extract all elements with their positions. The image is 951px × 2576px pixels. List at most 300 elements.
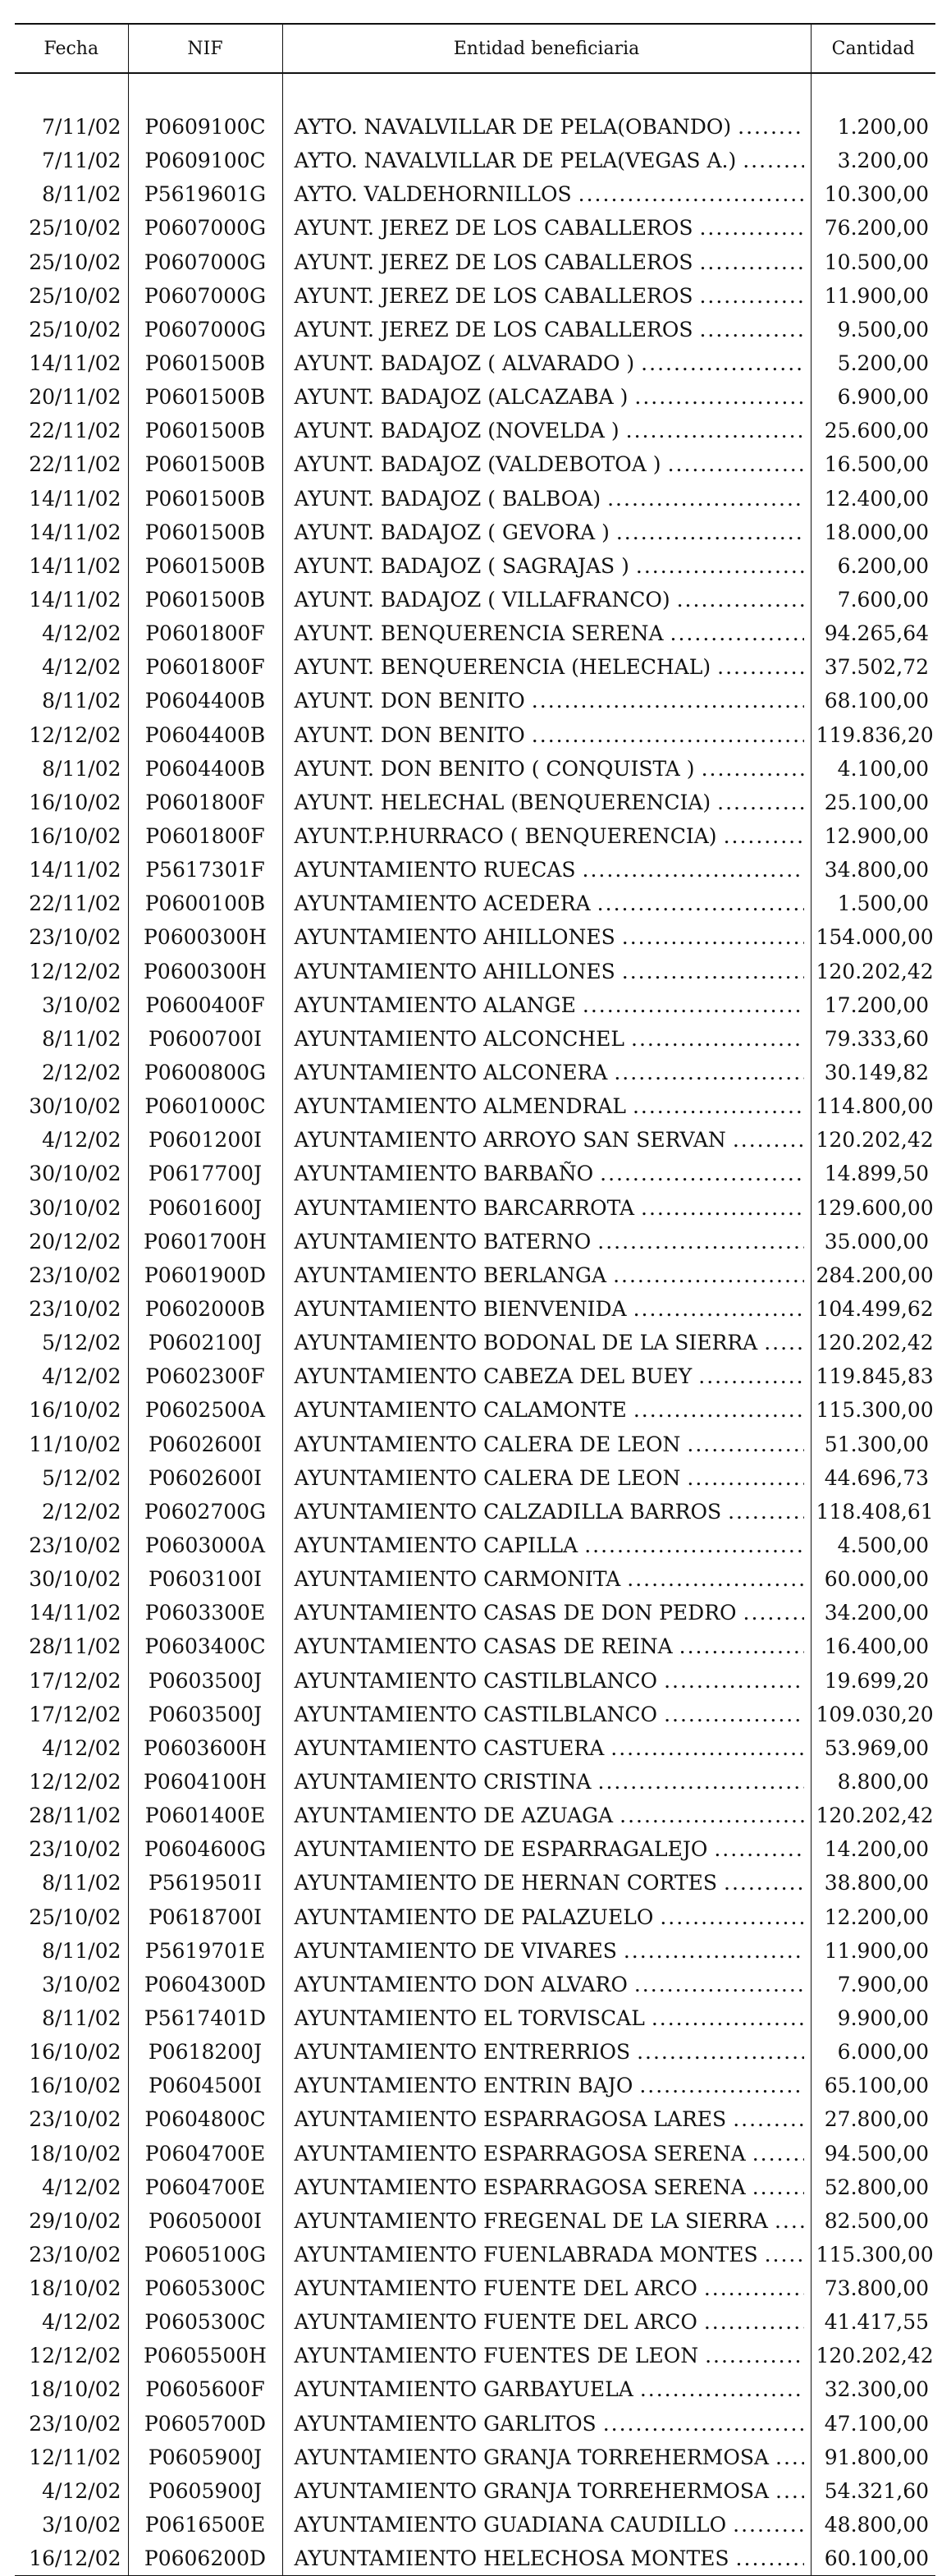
cell-nif: P0605700D	[128, 2407, 282, 2441]
entidad-name: AYUNTAMIENTO BIENVENIDA	[294, 1296, 627, 1321]
cell-entidad	[282, 1461, 811, 1495]
cell-entidad	[282, 955, 811, 988]
cell-nif: P0601200I	[128, 1123, 282, 1157]
cell-cantidad: 19.699,20	[811, 1663, 935, 1697]
cell-nif: P0601500B	[128, 549, 282, 583]
cell-entidad	[282, 110, 811, 144]
cell-nif: P0601500B	[128, 346, 282, 380]
cell-cantidad: 94.500,00	[811, 2136, 935, 2170]
cell-fecha: 7/11/02	[42, 115, 121, 140]
dot-leader	[614, 1061, 803, 1084]
cell-cantidad: 114.800,00	[811, 1089, 935, 1123]
dot-leader	[583, 858, 804, 882]
cell-nif: P0605600F	[128, 2372, 282, 2406]
cell-nif: P0604300D	[128, 1968, 282, 2001]
table-row	[15, 211, 935, 245]
cell-cantidad: 104.499,62	[811, 1292, 935, 1326]
cell-nif: P0603600H	[128, 1731, 282, 1765]
cell-nif: P0604500I	[128, 2069, 282, 2102]
cell-cantidad: 4.100,00	[811, 752, 935, 786]
table-row	[15, 2001, 935, 2035]
table-row	[15, 1968, 935, 2001]
entidad-name: AYUNTAMIENTO CASTUERA	[294, 1735, 605, 1760]
entidad-name: AYTO. VALDEHORNILLOS	[294, 182, 572, 207]
entidad-name: AYUNTAMIENTO ARROYO SAN SERVAN	[294, 1128, 726, 1153]
cell-cantidad: 6.200,00	[811, 549, 935, 583]
entidad-name: AYUNTAMIENTO FUENTE DEL ARCO	[294, 2276, 697, 2301]
cell-entidad	[282, 920, 811, 954]
cell-nif: P0601700H	[128, 1225, 282, 1258]
cell-entidad	[282, 2542, 811, 2576]
cell-nif: P0605300C	[128, 2271, 282, 2305]
table-body	[15, 73, 935, 2576]
entidad-name: AYUNTAMIENTO CABEZA DEL BUEY	[294, 1364, 693, 1389]
dot-leader	[641, 351, 803, 375]
cell-fecha: 16/10/02	[29, 2074, 121, 2098]
entidad-name: AYUNT. HELECHAL (BENQUERENCIA)	[294, 790, 711, 814]
table-row	[15, 2271, 935, 2305]
entidad-name: AYUNTAMIENTO CARMONITA	[294, 1567, 621, 1592]
table-row	[15, 1934, 935, 1968]
dot-leader	[670, 621, 804, 645]
dot-leader	[687, 1432, 803, 1456]
cell-nif: P0601500B	[128, 583, 282, 616]
cell-entidad	[282, 1900, 811, 1933]
entidad-name: AYUNT. BADAJOZ ( BALBOA)	[294, 486, 601, 511]
cell-cantidad: 35.000,00	[811, 1225, 935, 1258]
cell-fecha: 22/11/02	[29, 419, 121, 443]
cell-fecha: 11/10/02	[29, 1432, 121, 1456]
cell-fecha: 14/11/02	[29, 486, 121, 511]
table-row	[15, 313, 935, 346]
cell-fecha: 25/10/02	[29, 250, 121, 274]
table-row	[15, 1900, 935, 1933]
cell-cantidad: 16.500,00	[811, 447, 935, 481]
dot-leader	[743, 149, 803, 172]
cell-cantidad: 65.100,00	[811, 2069, 935, 2102]
cell-cantidad: 53.969,00	[811, 1731, 935, 1765]
cell-nif: P0602600I	[128, 1427, 282, 1460]
cell-entidad	[282, 2441, 811, 2474]
dot-leader	[775, 2445, 803, 2469]
entidad-name: AYUNTAMIENTO ENTRERRIOS	[294, 2040, 631, 2065]
entidad-name: AYUNTAMIENTO FREGENAL DE LA SIERRA	[294, 2208, 768, 2233]
cell-nif: P0618200J	[128, 2035, 282, 2069]
table-row	[15, 2441, 935, 2474]
cell-entidad	[282, 516, 811, 549]
cell-nif: P0602600I	[128, 1461, 282, 1495]
table-row	[15, 414, 935, 447]
table-row	[15, 1731, 935, 1765]
cell-fecha: 30/10/02	[29, 1094, 121, 1119]
cell-fecha: 17/12/02	[29, 1668, 121, 1693]
dot-leader	[622, 925, 804, 949]
cell-entidad	[282, 1663, 811, 1697]
dot-leader	[704, 2276, 804, 2300]
cell-cantidad: 6.000,00	[811, 2035, 935, 2069]
cell-nif: P0605000I	[128, 2204, 282, 2238]
table-row	[15, 1427, 935, 1460]
cell-nif: P5619701E	[128, 1934, 282, 1968]
dot-leader	[660, 1905, 803, 1929]
cell-fecha: 16/12/02	[15, 2542, 128, 2576]
cell-fecha: 28/11/02	[29, 1804, 121, 1828]
dot-leader	[699, 250, 803, 274]
cell-entidad	[282, 1765, 811, 1799]
cell-cantidad: 17.200,00	[811, 988, 935, 1022]
cell-fecha: 29/10/02	[29, 2208, 121, 2233]
cell-entidad	[282, 819, 811, 853]
dot-leader	[702, 757, 804, 781]
dot-leader	[752, 2175, 804, 2199]
table-row	[15, 516, 935, 549]
cell-nif: P0600800G	[128, 1056, 282, 1089]
cell-cantidad: 25.600,00	[811, 414, 935, 447]
entidad-name: AYUNT. BADAJOZ ( ALVARADO )	[294, 351, 635, 376]
dot-leader	[626, 419, 804, 442]
cell-nif: P0603500J	[128, 1663, 282, 1697]
cell-cantidad: 12.900,00	[811, 819, 935, 853]
cell-entidad	[282, 1225, 811, 1258]
table-row	[15, 1866, 935, 1900]
cell-nif: P0601400E	[128, 1799, 282, 1832]
cell-entidad	[282, 1596, 811, 1629]
cell-fecha: 4/12/02	[42, 1128, 121, 1153]
entidad-name: AYUNTAMIENTO DE ESPARRAGALEJO	[294, 1837, 708, 1862]
cell-cantidad: 76.200,00	[811, 211, 935, 245]
cell-fecha: 25/10/02	[29, 216, 121, 241]
cell-fecha: 5/12/02	[42, 1465, 121, 1490]
table-row	[15, 144, 935, 177]
dot-leader	[600, 1162, 803, 1185]
cell-entidad	[282, 1089, 811, 1123]
cell-fecha: 23/10/02	[29, 1533, 121, 1557]
cell-entidad	[282, 245, 811, 279]
table-row	[15, 2474, 935, 2508]
cell-nif: P0618700I	[128, 1900, 282, 1933]
cell-nif: P0603500J	[128, 1698, 282, 1731]
cell-nif: P5617401D	[128, 2001, 282, 2035]
entidad-name: AYUNTAMIENTO FUENTE DEL ARCO	[294, 2310, 697, 2335]
cell-fecha: 30/10/02	[29, 1567, 121, 1592]
table-row	[15, 1698, 935, 1731]
table-row	[15, 819, 935, 853]
cell-cantidad: 73.800,00	[811, 2271, 935, 2305]
table-row	[15, 2102, 935, 2136]
cell-nif: P0601500B	[128, 516, 282, 549]
cell-cantidad: 115.300,00	[811, 2238, 935, 2271]
cell-cantidad: 54.321,60	[811, 2474, 935, 2508]
cell-fecha: 12/12/02	[29, 959, 121, 983]
table-row	[15, 482, 935, 516]
cell-cantidad: 25.100,00	[811, 786, 935, 819]
cell-nif: P0604400B	[128, 752, 282, 786]
entidad-name: AYUNTAMIENTO ESPARRAGOSA LARES	[294, 2107, 727, 2132]
cell-entidad	[282, 144, 811, 177]
entidad-name: AYUNTAMIENTO CAPILLA	[294, 1533, 578, 1557]
cell-entidad	[282, 1056, 811, 1089]
header-fecha: Fecha	[15, 24, 128, 73]
cell-fecha: 3/10/02	[42, 1972, 121, 1996]
entidad-name: AYUNT. DON BENITO	[294, 689, 525, 713]
cell-cantidad: 9.500,00	[811, 313, 935, 346]
cell-cantidad: 30.149,82	[811, 1056, 935, 1089]
entidad-name: AYUNTAMIENTO ALANGE	[294, 992, 576, 1017]
dot-leader	[624, 1939, 804, 1963]
table-row	[15, 1157, 935, 1190]
cell-cantidad: 34.200,00	[811, 1596, 935, 1629]
table-row	[15, 2204, 935, 2238]
dot-leader	[637, 2040, 803, 2064]
table-row	[15, 380, 935, 414]
cell-nif: P0603000A	[128, 1529, 282, 1562]
table-row	[15, 1292, 935, 1326]
dot-leader	[634, 385, 803, 409]
cell-nif: P0607000G	[128, 245, 282, 279]
cell-nif: P0616500E	[128, 2508, 282, 2542]
cell-cantidad: 284.200,00	[811, 1258, 935, 1292]
dot-leader	[640, 2377, 804, 2401]
entidad-name: AYUNT. BADAJOZ ( SAGRAJAS )	[294, 553, 629, 578]
cell-cantidad: 7.600,00	[811, 583, 935, 616]
table-row	[15, 1562, 935, 1596]
cell-cantidad: 109.030,20	[811, 1698, 935, 1731]
dot-leader	[714, 1837, 803, 1861]
cell-fecha: 14/11/02	[29, 858, 121, 882]
entidad-name: AYUNTAMIENTO DE VIVARES	[294, 1938, 617, 1963]
cell-entidad	[282, 1629, 811, 1663]
cell-entidad	[282, 988, 811, 1022]
cell-cantidad: 11.900,00	[811, 279, 935, 313]
cell-fecha: 7/11/02	[42, 149, 121, 173]
dot-leader	[634, 1973, 804, 1996]
cell-fecha: 23/10/02	[29, 1263, 121, 1287]
cell-fecha: 4/12/02	[42, 1364, 121, 1389]
cell-cantidad: 154.000,00	[811, 920, 935, 954]
table-row	[15, 1056, 935, 1089]
entidad-name: AYUNTAMIENTO CALZADILLA BARROS	[294, 1499, 722, 1524]
table-row	[15, 1799, 935, 1832]
table-row	[15, 2407, 935, 2441]
dot-leader	[636, 554, 804, 578]
cell-fecha: 16/10/02	[29, 2040, 121, 2065]
cell-cantidad: 48.800,00	[811, 2508, 935, 2542]
cell-entidad	[282, 380, 811, 414]
cell-nif: P0601500B	[128, 380, 282, 414]
cell-entidad	[282, 2238, 811, 2271]
entidad-name: AYTO. NAVALVILLAR DE PELA(VEGAS A.)	[294, 149, 737, 173]
cell-cantidad: 34.800,00	[811, 853, 935, 887]
cell-cantidad: 94.265,64	[811, 616, 935, 650]
cell-entidad	[282, 313, 811, 346]
table-row	[15, 1258, 935, 1292]
cell-entidad	[282, 2508, 811, 2542]
cell-fecha: 18/10/02	[29, 2276, 121, 2301]
entidad-name: AYUNTAMIENTO BERLANGA	[294, 1263, 607, 1287]
cell-nif: P0604700E	[128, 2136, 282, 2170]
entidad-name: AYTO. NAVALVILLAR DE PELA(OBANDO)	[294, 115, 732, 140]
cell-entidad	[282, 2069, 811, 2102]
entidad-name: AYUNT. DON BENITO ( CONQUISTA )	[294, 756, 695, 781]
cell-fecha: 25/10/02	[29, 1904, 121, 1929]
cell-cantidad: 8.800,00	[811, 1765, 935, 1799]
cell-nif: P0600400F	[128, 988, 282, 1022]
header-nif: NIF	[128, 24, 282, 73]
entidad-name: AYUNTAMIENTO CASAS DE REINA	[294, 1634, 673, 1659]
cell-fecha: 5/12/02	[42, 1331, 121, 1355]
cell-fecha: 4/12/02	[42, 2310, 121, 2335]
entidad-name: AYUNTAMIENTO HELECHOSA MONTES	[294, 2546, 729, 2571]
table-row	[15, 955, 935, 988]
table-row	[15, 2069, 935, 2102]
cell-fecha: 8/11/02	[42, 756, 121, 781]
entidad-name: AYUNTAMIENTO RUECAS	[294, 858, 576, 882]
cell-entidad	[282, 1123, 811, 1157]
cell-cantidad: 10.300,00	[811, 177, 935, 211]
cell-nif: P0605500H	[128, 2339, 282, 2372]
entidad-name: AYUNT. JEREZ DE LOS CABALLEROS	[294, 317, 693, 341]
cell-entidad	[282, 2305, 811, 2339]
cell-entidad	[282, 2474, 811, 2508]
cell-cantidad: 14.200,00	[811, 1832, 935, 1866]
table-row	[15, 2339, 935, 2372]
grants-table	[15, 23, 935, 2576]
cell-nif: P0605900J	[128, 2441, 282, 2474]
cell-fecha: 14/11/02	[29, 588, 121, 612]
cell-fecha: 8/11/02	[42, 182, 121, 207]
entidad-name: AYUNT. JEREZ DE LOS CABALLEROS	[294, 216, 693, 241]
dot-leader	[724, 824, 804, 848]
cell-nif: P0607000G	[128, 313, 282, 346]
cell-nif: P0601900D	[128, 1258, 282, 1292]
table-row	[15, 1832, 935, 1866]
cell-entidad	[282, 1866, 811, 1900]
cell-nif: P0604800C	[128, 2102, 282, 2136]
cell-cantidad: 120.202,42	[811, 2339, 935, 2372]
dot-leader	[652, 2006, 804, 2030]
table-row	[15, 1191, 935, 1225]
dot-leader	[687, 1466, 803, 1490]
cell-entidad	[282, 2407, 811, 2441]
cell-cantidad: 37.502,72	[811, 650, 935, 684]
cell-fecha: 28/11/02	[29, 1634, 121, 1659]
header-cantidad: Cantidad	[811, 24, 935, 73]
cell-fecha: 22/11/02	[29, 892, 121, 916]
cell-fecha: 18/10/02	[29, 2141, 121, 2166]
cell-entidad	[282, 1731, 811, 1765]
cell-entidad	[282, 1562, 811, 1596]
cell-cantidad: 120.202,42	[811, 1799, 935, 1832]
cell-entidad	[282, 2001, 811, 2035]
entidad-name: AYUNT.P.HURRACO ( BENQUERENCIA)	[294, 824, 717, 849]
table-row	[15, 245, 935, 279]
entidad-name: AYUNTAMIENTO CRISTINA	[294, 1769, 592, 1794]
cell-fecha: 12/12/02	[29, 722, 121, 747]
dot-leader	[733, 2513, 803, 2537]
dot-leader	[633, 1297, 804, 1321]
cell-nif: P0603300E	[128, 1596, 282, 1629]
dot-leader	[578, 182, 804, 206]
entidad-name: AYUNT. BADAJOZ ( GEVORA )	[294, 520, 610, 544]
cell-fecha: 20/11/02	[29, 385, 121, 410]
cell-cantidad: 3.200,00	[811, 144, 935, 177]
cell-fecha: 4/12/02	[42, 655, 121, 680]
cell-entidad	[282, 853, 811, 887]
cell-entidad	[282, 1258, 811, 1292]
cell-nif: P0601600J	[128, 1191, 282, 1225]
entidad-name: AYUNTAMIENTO CASAS DE DON PEDRO	[294, 1601, 737, 1625]
dot-leader	[733, 1128, 804, 1152]
cell-fecha: 30/10/02	[29, 1195, 121, 1220]
cell-fecha: 12/12/02	[29, 2344, 121, 2368]
table-row	[15, 1393, 935, 1427]
entidad-name: AYUNTAMIENTO DE HERNAN CORTES	[294, 1871, 717, 1895]
cell-fecha: 23/10/02	[29, 1837, 121, 1862]
table-row	[15, 1629, 935, 1663]
table-row	[15, 2305, 935, 2339]
table-row	[15, 1663, 935, 1697]
cell-cantidad: 4.500,00	[811, 1529, 935, 1562]
dot-leader	[775, 2479, 803, 2503]
cell-nif: P0600100B	[128, 887, 282, 920]
table-row	[15, 1359, 935, 1393]
cell-entidad	[282, 1191, 811, 1225]
table-row	[15, 988, 935, 1022]
cell-fecha: 12/12/02	[29, 1769, 121, 1794]
cell-cantidad: 6.900,00	[811, 380, 935, 414]
cell-cantidad: 18.000,00	[811, 516, 935, 549]
cell-cantidad: 119.845,83	[811, 1359, 935, 1393]
cell-nif: P0617700J	[128, 1157, 282, 1190]
dot-leader	[620, 1804, 803, 1827]
dot-leader	[704, 2310, 804, 2334]
table-row	[15, 177, 935, 211]
cell-fecha: 23/10/02	[29, 925, 121, 950]
dot-leader	[765, 2243, 804, 2267]
dot-leader	[622, 960, 804, 983]
cell-nif: P0605100G	[128, 2238, 282, 2271]
cell-entidad	[282, 752, 811, 786]
entidad-name: AYUNTAMIENTO CALERA DE LEON	[294, 1465, 681, 1490]
cell-entidad	[282, 684, 811, 717]
dot-leader	[633, 1398, 804, 1422]
cell-fecha: 23/10/02	[29, 2411, 121, 2436]
dot-leader	[728, 1500, 803, 1524]
cell-nif: P0605900J	[128, 2474, 282, 2508]
dot-leader	[584, 1533, 803, 1557]
entidad-name: AYUNT. BADAJOZ (ALCAZABA )	[294, 385, 629, 410]
cell-cantidad: 1.500,00	[811, 887, 935, 920]
cell-cantidad: 52.800,00	[811, 2170, 935, 2204]
cell-fecha: 16/10/02	[29, 1398, 121, 1423]
cell-nif: P0606200D	[128, 2542, 282, 2576]
cell-entidad	[282, 583, 811, 616]
cell-entidad	[282, 1022, 811, 1056]
cell-cantidad: 10.500,00	[811, 245, 935, 279]
table-row	[15, 2542, 935, 2576]
cell-fecha: 16/10/02	[29, 824, 121, 849]
cell-fecha: 2/12/02	[42, 1061, 121, 1084]
dot-leader	[668, 452, 804, 476]
entidad-name: AYUNTAMIENTO DE AZUAGA	[294, 1804, 614, 1828]
entidad-name: AYUNT. BADAJOZ (NOVELDA )	[294, 419, 620, 443]
dot-leader	[738, 115, 803, 139]
cell-entidad	[282, 2102, 811, 2136]
table-row	[15, 2035, 935, 2069]
cell-nif: P0604400B	[128, 684, 282, 717]
cell-nif: P0601800F	[128, 819, 282, 853]
cell-cantidad: 11.900,00	[811, 1934, 935, 1968]
